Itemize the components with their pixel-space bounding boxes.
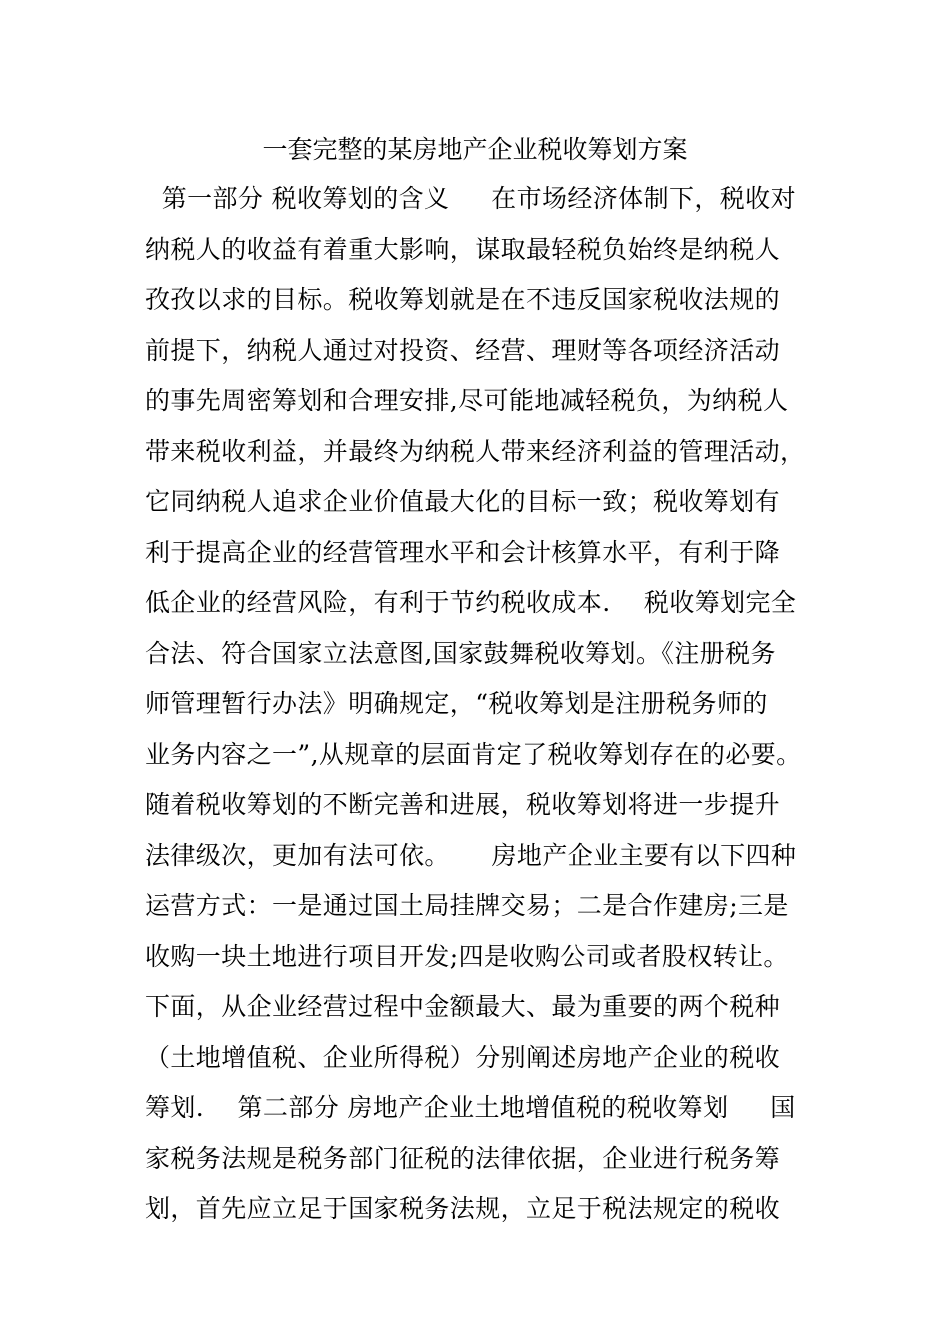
body-line: 划，首先应立足于国家税务法规，立足于税法规定的税收 (145, 1194, 781, 1223)
body-line: 合法、符合国家立法意图,国家鼓舞税收筹划。《注册税务 (145, 638, 776, 668)
body-line: 收购一块土地进行项目开发;四是收购公司或者股权转让。 (145, 941, 789, 971)
document-title: 一套完整的某房地产企业税收筹划方案 (262, 135, 688, 164)
body-line: 下面，从企业经营过程中金额最大、最为重要的两个税种 (145, 992, 781, 1021)
body-line: 随着税收筹划的不断完善和进展，税收筹划将进一步提升 (145, 790, 781, 819)
body-line: 师管理暂行办法》明确规定，“税收筹划是注册税务师的 (145, 689, 768, 718)
body-line: 它同纳税人追求企业价值最大化的目标一致；税收筹划有 (145, 487, 781, 516)
body-line: 纳税人的收益有着重大影响，谋取最轻税负始终是纳税人 (145, 234, 781, 264)
body-line: 第一部分 税收筹划的含义 在市场经济体制下，税收对 (145, 184, 796, 213)
document-body (145, 178, 815, 1239)
body-line: 前提下，纳税人通过对投资、经营、理财等各项经济活动 (145, 335, 781, 365)
body-line: （土地增值税、企业所得税）分别阐述房地产企业的税收 (145, 1042, 781, 1072)
body-line: 筹划. 第二部分 房地产企业土地增值税的税收筹划 国 (145, 1093, 796, 1122)
body-line: 运营方式：一是通过国土局挂牌交易；二是合作建房;三是 (145, 891, 789, 920)
body-line: 带来税收利益，并最终为纳税人带来经济利益的管理活动， (145, 436, 806, 466)
body-line: 家税务法规是税务部门征税的法律依据，企业进行税务筹 (145, 1143, 781, 1173)
body-line: 利于提高企业的经营管理水平和会计核算水平，有利于降 (145, 537, 781, 567)
body-line: 的事先周密筹划和合理安排,尽可能地减轻税负，为纳税人 (145, 386, 789, 415)
body-line: 低企业的经营风险，有利于节约税收成本. 税收筹划完全 (145, 588, 797, 617)
body-line: 业务内容之一”,从规章的层面肯定了税收筹划存在的必要。 (145, 739, 802, 769)
body-line: 孜孜以求的目标。税收筹划就是在不违反国家税收法规的 (145, 285, 781, 314)
body-line: 法律级次，更加有法可依。 房地产企业主要有以下四种 (145, 840, 797, 870)
